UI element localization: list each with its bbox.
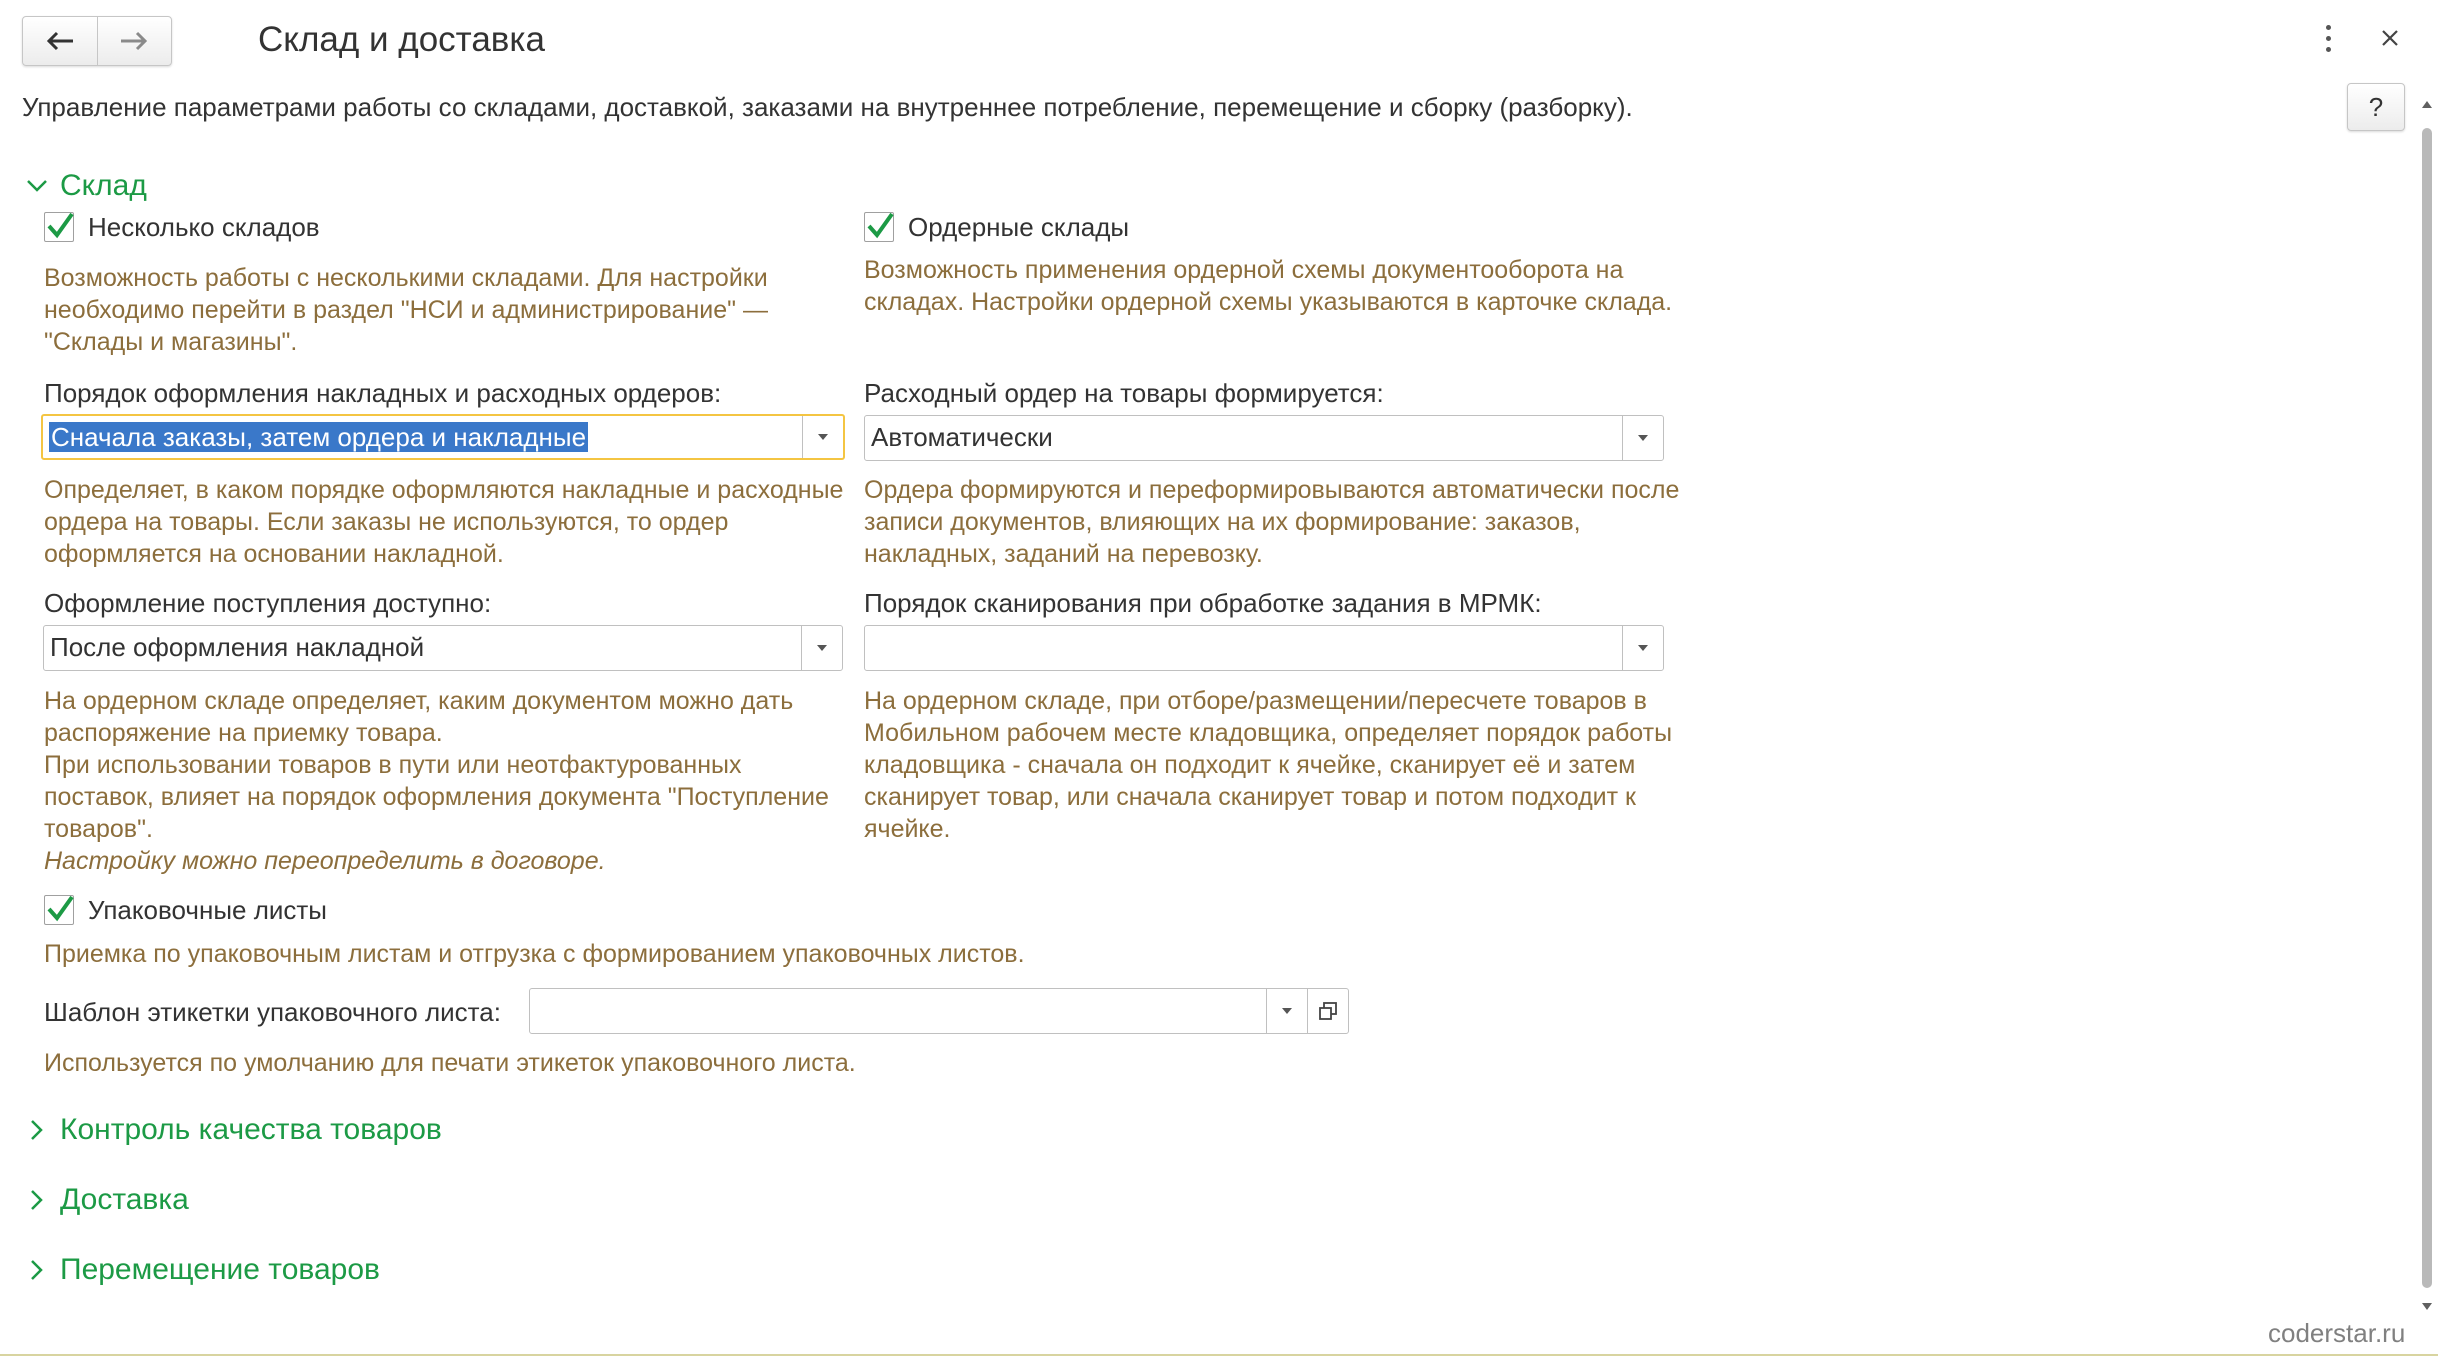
packing-lists-label: Упаковочные листы bbox=[88, 895, 327, 925]
scan-order-label: Порядок сканирования при обработке задания в МРМК: bbox=[864, 588, 1542, 618]
group-warehouse-header[interactable] bbox=[26, 166, 147, 206]
label-template-note: Используется по умолчанию для печати этикеток упаковочного листа. bbox=[44, 1049, 856, 1077]
group-transfer-title: Перемещение товаров bbox=[60, 1253, 380, 1286]
scroll-down-button[interactable] bbox=[2420, 1298, 2434, 1314]
group-quality-title: Контроль качества товаров bbox=[60, 1113, 442, 1146]
more-actions-icon[interactable] bbox=[2314, 18, 2342, 58]
order-warehouses-label: Ордерные склады bbox=[908, 212, 1130, 242]
receipt-available-dropdown-button[interactable] bbox=[801, 626, 842, 670]
order-warehouses-checkbox[interactable] bbox=[864, 212, 894, 242]
help-button[interactable]: ? bbox=[2347, 83, 2405, 131]
receipt-available-note-2: При использовании товаров в пути или неотфактурованных поставок, влияет на порядок оформления документа "Поступление товаров". bbox=[44, 751, 829, 843]
invoice-order-select[interactable] bbox=[41, 414, 845, 460]
scan-order-select[interactable] bbox=[864, 625, 1664, 671]
invoice-order-note: Определяет, в каком порядке оформляются накладные и расходные ордера на товары. Если заказы не используются, то ордер оформляется на основании накладной. bbox=[44, 476, 844, 568]
receipt-available-select[interactable] bbox=[43, 625, 843, 671]
invoice-order-dropdown-button[interactable] bbox=[802, 416, 843, 458]
label-template-value bbox=[530, 989, 1266, 1033]
multiple-warehouses-note: Возможность работы с несколькими складами. Для настройки необходимо перейти в раздел "НСИ и администрирование" — "Склады и магазины". bbox=[44, 264, 768, 356]
group-quality-header[interactable] bbox=[26, 1110, 442, 1150]
label-template-label: Шаблон этикетки упаковочного листа: bbox=[44, 997, 501, 1027]
group-transfer-header[interactable] bbox=[26, 1250, 380, 1290]
expense-order-label: Расходный ордер на товары формируется: bbox=[864, 378, 1384, 408]
page-title: Склад и доставка bbox=[258, 20, 545, 59]
group-delivery-header[interactable] bbox=[26, 1180, 189, 1220]
close-icon bbox=[2381, 29, 2399, 47]
dropdown-arrow-icon bbox=[1637, 644, 1649, 652]
receipt-available-note bbox=[44, 685, 844, 877]
chevron-right-icon bbox=[26, 1189, 48, 1211]
invoice-order-label: Порядок оформления накладных и расходных ордеров: bbox=[44, 378, 722, 408]
back-button[interactable] bbox=[23, 17, 97, 65]
watermark: coderstar.ru bbox=[2268, 1318, 2406, 1348]
form-description: Управление параметрами работы со складами, доставкой, заказами на внутреннее потребление, перемещение и сборку (разборку). bbox=[22, 92, 1633, 122]
dropdown-arrow-icon bbox=[817, 433, 829, 441]
chevron-right-icon bbox=[26, 1119, 48, 1141]
bottom-divider bbox=[0, 1354, 2438, 1356]
arrow-right-icon bbox=[119, 30, 149, 52]
dropdown-arrow-icon bbox=[1637, 434, 1649, 442]
scan-order-note: На ордерном складе, при отборе/размещении/пересчете товаров в Мобильном рабочем месте кладовщика, определяет порядок работы кладовщика - сначала он подходит к ячейке, сканирует её и затем сканирует товар, или сначала сканирует товар и потом подходит к ячейке. bbox=[864, 687, 1673, 843]
dropdown-arrow-icon bbox=[816, 644, 828, 652]
group-warehouse-title: Склад bbox=[60, 169, 147, 202]
receipt-available-value: После оформления накладной bbox=[50, 632, 425, 662]
order-warehouses-note: Возможность применения ордерной схемы документооборота на складах. Настройки ордерной схемы указываются в карточке склада. bbox=[864, 256, 1673, 316]
packing-lists-note: Приемка по упаковочным листам и отгрузка с формированием упаковочных листов. bbox=[44, 940, 1025, 968]
navigation-buttons bbox=[22, 16, 172, 66]
label-template-open-button[interactable] bbox=[1307, 989, 1348, 1033]
scan-order-value bbox=[865, 626, 1622, 670]
invoice-order-value: Сначала заказы, затем ордера и накладные bbox=[51, 422, 587, 452]
close-button[interactable] bbox=[2370, 18, 2410, 58]
expense-order-dropdown-button[interactable] bbox=[1622, 416, 1663, 460]
forward-button[interactable] bbox=[97, 17, 172, 65]
arrow-left-icon bbox=[45, 30, 75, 52]
label-template-dropdown-button[interactable] bbox=[1266, 989, 1307, 1033]
dropdown-arrow-icon bbox=[1281, 1007, 1293, 1015]
packing-lists-row bbox=[44, 893, 327, 927]
group-delivery-title: Доставка bbox=[60, 1183, 189, 1216]
multiple-warehouses-label: Несколько складов bbox=[88, 212, 320, 242]
label-template-select[interactable] bbox=[529, 988, 1349, 1034]
chevron-right-icon bbox=[26, 1259, 48, 1281]
expense-order-select[interactable] bbox=[864, 415, 1664, 461]
checkmark-icon bbox=[45, 892, 75, 924]
receipt-available-label: Оформление поступления доступно: bbox=[44, 588, 492, 618]
open-window-icon bbox=[1319, 1002, 1337, 1020]
multiple-warehouses-row bbox=[44, 210, 320, 244]
checkmark-icon bbox=[865, 209, 895, 241]
scroll-up-button[interactable] bbox=[2420, 96, 2434, 112]
chevron-down-icon bbox=[26, 175, 48, 197]
scroll-up-arrow-icon bbox=[2422, 101, 2432, 108]
multiple-warehouses-checkbox[interactable] bbox=[44, 212, 74, 242]
order-warehouses-row bbox=[864, 210, 1129, 244]
receipt-available-note-1: На ордерном складе определяет, каким документом можно дать распоряжение на приемку товара. bbox=[44, 687, 794, 747]
scan-order-dropdown-button[interactable] bbox=[1622, 626, 1663, 670]
scroll-down-arrow-icon bbox=[2422, 1303, 2432, 1310]
packing-lists-checkbox[interactable] bbox=[44, 895, 74, 925]
scrollbar-thumb[interactable] bbox=[2422, 128, 2432, 1288]
expense-order-note: Ордера формируются и переформировываются автоматически после записи документов, влияющих на их формирование: заказов, накладных, заданий на перевозку. bbox=[864, 476, 1680, 568]
receipt-available-note-3: Настройку можно переопределить в договоре. bbox=[44, 847, 606, 875]
checkmark-icon bbox=[45, 209, 75, 241]
expense-order-value: Автоматически bbox=[871, 422, 1053, 452]
